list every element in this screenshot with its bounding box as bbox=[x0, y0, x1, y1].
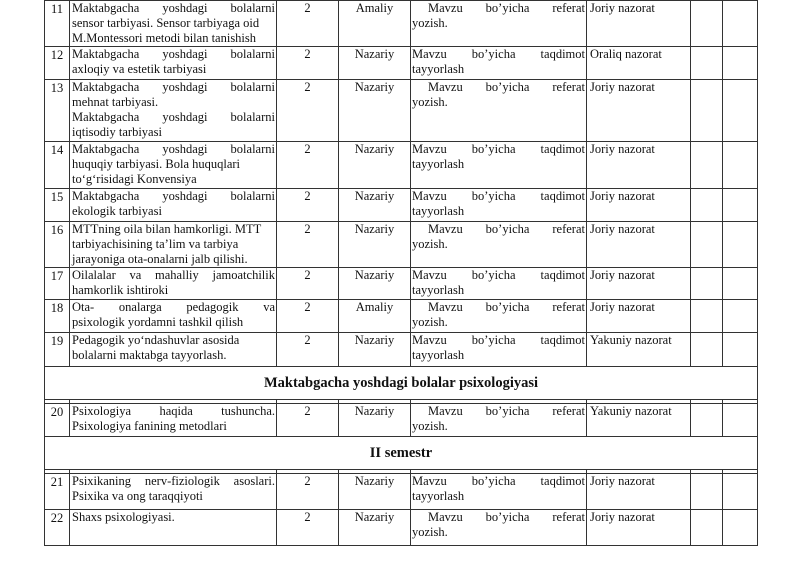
task-cell bbox=[411, 189, 587, 222]
topic-cell bbox=[70, 300, 277, 333]
topic-line: MTTning oila bilan hamkorligi. MTT bbox=[72, 222, 262, 236]
empty-cell bbox=[723, 80, 758, 142]
lesson-type-cell: Nazariy bbox=[339, 222, 411, 268]
control-cell: Joriy nazorat bbox=[587, 80, 691, 142]
task-line: Mavzu bo’yicha referat bbox=[428, 510, 585, 524]
table-row bbox=[45, 333, 758, 367]
empty-cell bbox=[691, 404, 723, 437]
row-number: 20 bbox=[45, 404, 70, 437]
empty-cell bbox=[723, 474, 758, 510]
lesson-type-cell: Nazariy bbox=[339, 80, 411, 142]
topic-line: to‘g‘risidagi Konvensiya bbox=[72, 172, 197, 186]
control-cell: Joriy nazorat bbox=[587, 300, 691, 333]
topic-line: iqtisodiy tarbiyasi bbox=[72, 125, 162, 139]
table-row bbox=[45, 222, 758, 268]
row-number: 16 bbox=[45, 222, 70, 268]
task-line: tayyorlash bbox=[412, 283, 465, 297]
task-line: tayyorlash bbox=[412, 348, 465, 362]
control-cell: Joriy nazorat bbox=[587, 189, 691, 222]
task-line: Mavzu bo’yicha referat bbox=[428, 300, 585, 314]
table-row bbox=[45, 300, 758, 333]
empty-cell bbox=[723, 142, 758, 189]
section-row bbox=[45, 367, 758, 400]
row-number: 22 bbox=[45, 510, 70, 546]
topic-line: hamkorlik ishtiroki bbox=[72, 283, 169, 297]
task-line: Mavzu bo’yicha referat bbox=[428, 404, 585, 418]
empty-cell bbox=[691, 142, 723, 189]
task-line: yozish. bbox=[412, 419, 448, 433]
table-row bbox=[45, 47, 758, 80]
task-line: Mavzu bo’yicha referat bbox=[428, 1, 585, 15]
topic-line: psixologik yordamni tashkil qilish bbox=[72, 315, 244, 329]
table-row bbox=[45, 1, 758, 47]
task-cell bbox=[411, 510, 587, 546]
control-cell: Joriy nazorat bbox=[587, 510, 691, 546]
hours-cell: 2 bbox=[277, 142, 339, 189]
task-line: Mavzu bo’yicha taqdimot bbox=[412, 333, 585, 347]
lesson-type-cell: Amaliy bbox=[339, 300, 411, 333]
task-cell bbox=[411, 404, 587, 437]
task-line: tayyorlash bbox=[412, 489, 465, 503]
topic-line: Psixologiya fanining metodlari bbox=[72, 419, 227, 433]
task-line: Mavzu bo’yicha taqdimot bbox=[412, 47, 585, 61]
topic-cell bbox=[70, 142, 277, 189]
control-cell: Joriy nazorat bbox=[587, 222, 691, 268]
topic-cell bbox=[70, 510, 277, 546]
empty-cell bbox=[723, 268, 758, 300]
topic-line: tarbiyachisining ta’lim va tarbiya bbox=[72, 237, 239, 251]
empty-cell bbox=[691, 268, 723, 300]
lesson-type-cell: Nazariy bbox=[339, 404, 411, 437]
topic-cell bbox=[70, 1, 277, 47]
study-plan-table bbox=[44, 0, 758, 546]
empty-cell bbox=[723, 1, 758, 47]
empty-cell bbox=[723, 404, 758, 437]
task-line: Mavzu bo’yicha taqdimot bbox=[412, 474, 585, 488]
table-row bbox=[45, 510, 758, 546]
topic-line: bolalarni maktabga tayyorlash. bbox=[72, 348, 227, 362]
section-row bbox=[45, 437, 758, 470]
hours-cell: 2 bbox=[277, 222, 339, 268]
table-row bbox=[45, 142, 758, 189]
task-line: Mavzu bo’yicha taqdimot bbox=[412, 189, 585, 203]
empty-cell bbox=[723, 300, 758, 333]
task-line: Mavzu bo’yicha taqdimot bbox=[412, 142, 585, 156]
topic-line: Maktabgacha yoshdagi bolalarni bbox=[72, 47, 275, 61]
table-row bbox=[45, 189, 758, 222]
empty-cell bbox=[723, 47, 758, 80]
topic-cell bbox=[70, 80, 277, 142]
control-cell: Yakuniy nazorat bbox=[587, 333, 691, 367]
empty-cell bbox=[691, 222, 723, 268]
row-number: 15 bbox=[45, 189, 70, 222]
empty-cell bbox=[691, 300, 723, 333]
task-cell bbox=[411, 474, 587, 510]
lesson-type-cell: Nazariy bbox=[339, 474, 411, 510]
table-row bbox=[45, 474, 758, 510]
task-cell bbox=[411, 47, 587, 80]
topic-line: Psixikaning nerv-fiziologik asoslari. bbox=[72, 474, 275, 488]
task-cell bbox=[411, 268, 587, 300]
hours-cell: 2 bbox=[277, 333, 339, 367]
topic-line: Maktabgacha yoshdagi bolalarni bbox=[72, 80, 275, 94]
topic-line: jarayoniga ota-onalarni jalb qilishi. bbox=[72, 252, 248, 266]
section-heading: II semestr bbox=[45, 437, 758, 470]
table-row bbox=[45, 268, 758, 300]
topic-line: Shaxs psixologiyasi. bbox=[72, 510, 175, 524]
task-line: yozish. bbox=[412, 237, 448, 251]
task-cell bbox=[411, 300, 587, 333]
task-line: yozish. bbox=[412, 95, 448, 109]
control-cell: Joriy nazorat bbox=[587, 142, 691, 189]
topic-line: Maktabgacha yoshdagi bolalarni bbox=[72, 189, 275, 203]
task-line: tayyorlash bbox=[412, 62, 465, 76]
task-cell bbox=[411, 333, 587, 367]
topic-line: Maktabgacha yoshdagi bolalarni bbox=[72, 110, 275, 124]
control-cell: Joriy nazorat bbox=[587, 268, 691, 300]
lesson-type-cell: Nazariy bbox=[339, 268, 411, 300]
empty-cell bbox=[723, 222, 758, 268]
topic-cell bbox=[70, 474, 277, 510]
topic-cell bbox=[70, 222, 277, 268]
empty-cell bbox=[691, 510, 723, 546]
empty-cell bbox=[691, 474, 723, 510]
empty-cell bbox=[691, 189, 723, 222]
task-cell bbox=[411, 80, 587, 142]
hours-cell: 2 bbox=[277, 510, 339, 546]
topic-line: mehnat tarbiyasi. bbox=[72, 95, 159, 109]
topic-line: Oilalalar va mahalliy jamoatchilik bbox=[72, 268, 275, 282]
hours-cell: 2 bbox=[277, 268, 339, 300]
lesson-type-cell: Nazariy bbox=[339, 189, 411, 222]
task-line: Mavzu bo’yicha referat bbox=[428, 80, 585, 94]
lesson-type-cell: Nazariy bbox=[339, 333, 411, 367]
topic-line: Ota- onalarga pedagogik va bbox=[72, 300, 275, 314]
hours-cell: 2 bbox=[277, 300, 339, 333]
row-number: 12 bbox=[45, 47, 70, 80]
topic-cell bbox=[70, 47, 277, 80]
topic-cell bbox=[70, 189, 277, 222]
topic-line: Maktabgacha yoshdagi bolalarni bbox=[72, 1, 275, 15]
task-cell bbox=[411, 1, 587, 47]
topic-line: ekologik tarbiyasi bbox=[72, 204, 162, 218]
hours-cell: 2 bbox=[277, 404, 339, 437]
table-row bbox=[45, 80, 758, 142]
row-number: 14 bbox=[45, 142, 70, 189]
hours-cell: 2 bbox=[277, 474, 339, 510]
empty-cell bbox=[723, 333, 758, 367]
hours-cell: 2 bbox=[277, 1, 339, 47]
lesson-type-cell: Nazariy bbox=[339, 142, 411, 189]
topic-line: sensor tarbiyasi. Sensor tarbiyaga oid bbox=[72, 16, 260, 30]
control-cell: Joriy nazorat bbox=[587, 1, 691, 47]
table-row bbox=[45, 404, 758, 437]
task-cell bbox=[411, 222, 587, 268]
row-number: 19 bbox=[45, 333, 70, 367]
task-line: tayyorlash bbox=[412, 157, 465, 171]
lesson-type-cell: Nazariy bbox=[339, 47, 411, 80]
task-line: yozish. bbox=[412, 315, 448, 329]
section-heading: Maktabgacha yoshdagi bolalar psixologiyasi bbox=[45, 367, 758, 400]
empty-cell bbox=[691, 47, 723, 80]
task-line: yozish. bbox=[412, 525, 448, 539]
topic-cell bbox=[70, 404, 277, 437]
topic-line: Psixologiya haqida tushuncha. bbox=[72, 404, 275, 418]
topic-cell bbox=[70, 333, 277, 367]
lesson-type-cell: Amaliy bbox=[339, 1, 411, 47]
topic-line: huquqiy tarbiyasi. Bola huquqlari bbox=[72, 157, 241, 171]
control-cell: Yakuniy nazorat bbox=[587, 404, 691, 437]
row-number: 21 bbox=[45, 474, 70, 510]
task-cell bbox=[411, 142, 587, 189]
task-line: yozish. bbox=[412, 16, 448, 30]
control-cell: Joriy nazorat bbox=[587, 474, 691, 510]
hours-cell: 2 bbox=[277, 80, 339, 142]
topic-line: Psixika va ong taraqqiyoti bbox=[72, 489, 203, 503]
task-line: Mavzu bo’yicha referat bbox=[428, 222, 585, 236]
empty-cell bbox=[691, 333, 723, 367]
row-number: 11 bbox=[45, 1, 70, 47]
row-number: 18 bbox=[45, 300, 70, 333]
empty-cell bbox=[691, 80, 723, 142]
topic-line: Pedagogik yo‘ndashuvlar asosida bbox=[72, 333, 240, 347]
task-line: Mavzu bo’yicha taqdimot bbox=[412, 268, 585, 282]
topic-line: Maktabgacha yoshdagi bolalarni bbox=[72, 142, 275, 156]
row-number: 13 bbox=[45, 80, 70, 142]
hours-cell: 2 bbox=[277, 47, 339, 80]
empty-cell bbox=[691, 1, 723, 47]
topic-cell bbox=[70, 268, 277, 300]
control-cell: Oraliq nazorat bbox=[587, 47, 691, 80]
topic-line: axloqiy va estetik tarbiyasi bbox=[72, 62, 207, 76]
hours-cell: 2 bbox=[277, 189, 339, 222]
empty-cell bbox=[723, 189, 758, 222]
topic-line: M.Montessori metodi bilan tanishish bbox=[72, 31, 257, 45]
lesson-type-cell: Nazariy bbox=[339, 510, 411, 546]
task-line: tayyorlash bbox=[412, 204, 465, 218]
row-number: 17 bbox=[45, 268, 70, 300]
empty-cell bbox=[723, 510, 758, 546]
